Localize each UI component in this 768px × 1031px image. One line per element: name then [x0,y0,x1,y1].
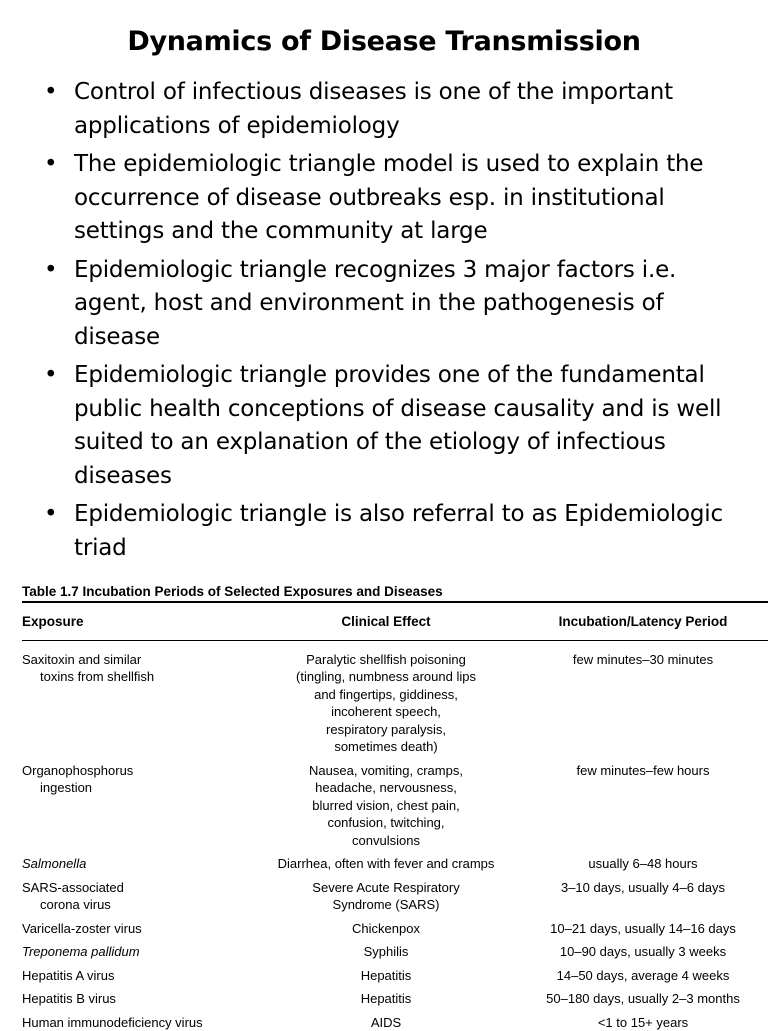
bullet-icon: • [44,76,57,110]
table-caption: Table 1.7 Incubation Periods of Selected Exposures and Diseases [22,583,768,603]
table-row [22,984,768,1008]
bullet-text: The epidemiologic triangle model is used to explain the occurrence of disease outbreaks esp. in institutional settings and the community at large [74,151,703,244]
exposure-cell: Varicella-zoster virus [22,914,254,938]
clinical-effect-cell: Syphilis [254,937,518,961]
clinical-effect-cell: Diarrhea, often with fever and cramps [254,849,518,873]
clinical-effect-cell: Hepatitis [254,961,518,985]
clinical-effect-cell: Severe Acute Respiratory Syndrome (SARS) [254,873,518,914]
exposure-cell: Treponema pallidum [22,937,254,961]
table-row [22,937,768,961]
incubation-period-cell: <1 to 15+ years [518,1008,768,1031]
table-row [22,640,768,756]
exposure-cell: Organophosphorus ingestion [22,756,254,850]
clinical-effect-cell: AIDS [254,1008,518,1031]
incubation-period-cell: few minutes–few hours [518,756,768,850]
exposure-cell: Saxitoxin and similar toxins from shellfish [22,640,254,756]
table-row [22,1008,768,1031]
column-header-clinical-effect: Clinical Effect [254,603,518,640]
incubation-period-cell: 14–50 days, average 4 weeks [518,961,768,985]
bullet-text: Epidemiologic triangle is also referral to as Epidemiologic triad [74,501,723,561]
column-header-exposure: Exposure [22,603,254,640]
bullet-text: Epidemiologic triangle recognizes 3 major factors i.e. agent, host and environment in the pathogenesis of disease [74,257,676,350]
exposure-cell: Human immunodeficiency virus [22,1008,254,1031]
clinical-effect-cell: Hepatitis [254,984,518,1008]
bullet-icon: • [44,498,57,532]
bullet-list [40,76,750,570]
incubation-period-cell: 10–90 days, usually 3 weeks [518,937,768,961]
bullet-text: Epidemiologic triangle provides one of the fundamental public health conceptions of disease causality and is well suited to an explanation of the etiology of infectious diseases [74,362,721,489]
table-row [22,961,768,985]
incubation-table-figure [22,583,768,1031]
exposure-cell: Salmonella [22,849,254,873]
clinical-effect-cell: Paralytic shellfish poisoning (tingling, numbness around lips and fingertips, giddiness, incoherent speech, respiratory paralysis, sometimes death) [254,640,518,756]
incubation-period-cell: 10–21 days, usually 14–16 days [518,914,768,938]
page-title: Dynamics of Disease Transmission [0,26,768,57]
table-row [22,756,768,850]
exposure-cell: Hepatitis B virus [22,984,254,1008]
table-row [22,914,768,938]
exposure-cell: SARS-associated corona virus [22,873,254,914]
table-row [22,849,768,873]
bullet-text: Control of infectious diseases is one of the important applications of epidemiology [74,79,673,139]
bullet-item [40,254,750,355]
bullet-item [40,76,750,143]
exposure-cell: Hepatitis A virus [22,961,254,985]
bullet-item [40,148,750,249]
clinical-effect-cell: Chickenpox [254,914,518,938]
table-header-row [22,603,768,640]
column-header-incubation-period: Incubation/Latency Period [518,603,768,640]
bullet-item [40,498,750,565]
bullet-icon: • [44,359,57,393]
bullet-item [40,359,750,493]
incubation-period-cell: usually 6–48 hours [518,849,768,873]
incubation-period-cell: 50–180 days, usually 2–3 months [518,984,768,1008]
bullet-icon: • [44,148,57,182]
clinical-effect-cell: Nausea, vomiting, cramps, headache, nervousness, blurred vision, chest pain, confusion, twitching, convulsions [254,756,518,850]
incubation-period-cell: few minutes–30 minutes [518,640,768,756]
bullet-icon: • [44,254,57,288]
incubation-table [22,603,768,1031]
table-row [22,873,768,914]
incubation-period-cell: 3–10 days, usually 4–6 days [518,873,768,914]
